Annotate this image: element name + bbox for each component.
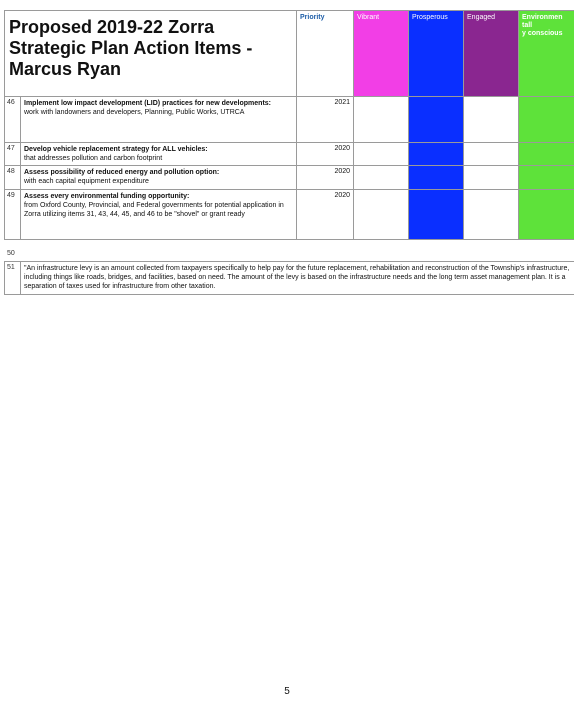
priority-cell: 2021 (297, 97, 354, 143)
action-item-title: Develop vehicle replacement strategy for ALL vehicles: (24, 146, 208, 153)
table-row (5, 166, 574, 190)
environment-cell (519, 190, 574, 240)
header-row (5, 11, 574, 97)
vibrant-cell (354, 97, 409, 143)
table-row (5, 190, 574, 240)
action-item (21, 143, 297, 166)
action-item (21, 190, 297, 240)
engaged-cell (464, 190, 519, 240)
priority-cell: 2020 (297, 166, 354, 190)
vibrant-cell (354, 143, 409, 166)
environment-header (519, 11, 574, 97)
priority-header (297, 11, 354, 97)
engaged-cell (464, 143, 519, 166)
vibrant-header-label: Vibrant (357, 14, 380, 21)
prosperous-header-label: Prosperous (412, 14, 448, 21)
row-number: 50 (7, 250, 15, 257)
action-item-detail: that addresses pollution and carbon footprint (24, 155, 163, 162)
environment-cell (519, 166, 574, 190)
vibrant-header (354, 11, 409, 97)
row-number: 48 (5, 166, 21, 190)
environment-cell (519, 143, 574, 166)
environment-header-label: Environmen tall y conscious (522, 14, 563, 37)
action-item-title: Assess every environmental funding opportunity: (24, 193, 190, 200)
row-number: 49 (5, 190, 21, 240)
prosperous-cell (409, 190, 464, 240)
vibrant-cell (354, 190, 409, 240)
blank-row (4, 248, 574, 261)
table-row (5, 97, 574, 143)
prosperous-header (409, 11, 464, 97)
action-items-table (4, 10, 574, 240)
vibrant-cell (354, 166, 409, 190)
action-item-title: Assess possibility of reduced energy and pollution option: (24, 169, 220, 176)
priority-cell: 2020 (297, 190, 354, 240)
engaged-header-label: Engaged (467, 14, 496, 21)
priority-header-label: Priority (300, 14, 325, 21)
environment-cell (519, 97, 574, 143)
row-number: 51 (5, 262, 21, 295)
page-number: 5 (284, 686, 290, 697)
row-number: 46 (5, 97, 21, 143)
action-item-title: Implement low impact development (LID) practices for new developments: (24, 100, 271, 107)
infrastructure-levy-note: "An infrastructure levy is an amount collected from taxpayers specifically to help pay for the future replacement, rehabilitation and reconstruction of the Township's infrastructure, including things like roads, bridges, and facilities, based on need. The amount of the levy is based on the infrastructure needs and the long term asset management plan. It is a separation of taxes used for infrastructure from other taxation. (21, 262, 574, 295)
row-number: 47 (5, 143, 21, 166)
prosperous-cell (409, 143, 464, 166)
prosperous-cell (409, 166, 464, 190)
title-cell (5, 11, 297, 97)
action-item-detail: from Oxford County, Provincial, and Federal governments for potential application in Zorra utilizing items 31, 43, 44, 45, and 46 to be "shovel" or grant ready (24, 202, 284, 218)
engaged-cell (464, 97, 519, 143)
engaged-cell (464, 166, 519, 190)
action-item (21, 97, 297, 143)
engaged-header (464, 11, 519, 97)
action-item (21, 166, 297, 190)
table-row (5, 143, 574, 166)
action-item-detail: with each capital equipment expenditure (24, 178, 149, 185)
note-table (4, 261, 574, 295)
page-title: Proposed 2019-22 Zorra Strategic Plan Action Items - Marcus Ryan (9, 17, 253, 79)
action-item-detail: work with landowners and developers, Planning, Public Works, UTRCA (24, 109, 245, 116)
prosperous-cell (409, 97, 464, 143)
priority-cell: 2020 (297, 143, 354, 166)
note-row (5, 262, 574, 295)
